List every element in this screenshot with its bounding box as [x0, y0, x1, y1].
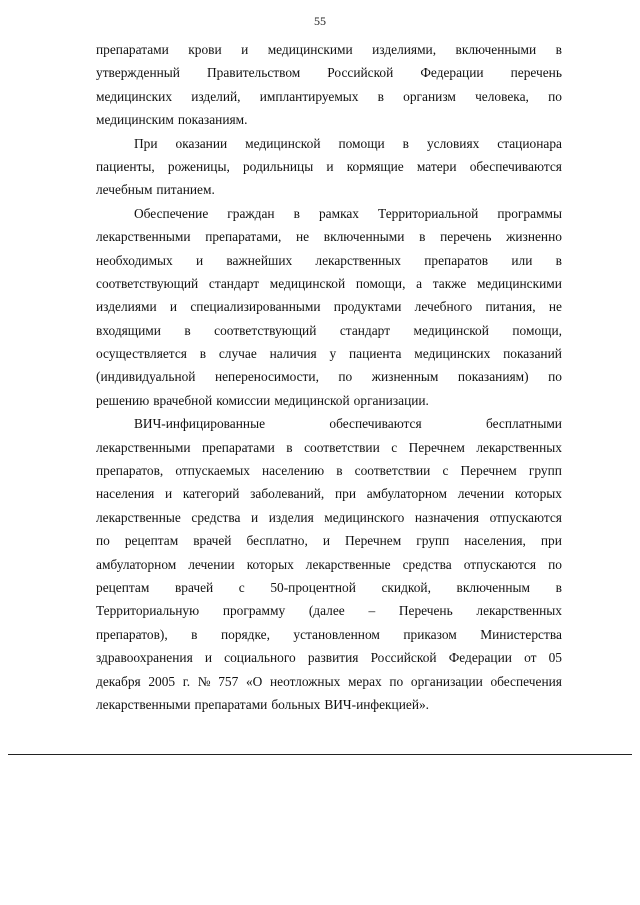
word: лекарственных	[315, 252, 401, 268]
word: мерах	[347, 673, 382, 689]
word: в	[336, 463, 343, 479]
word: наличия	[269, 346, 317, 362]
word: 50-процентной	[270, 579, 356, 595]
word: медицинской	[274, 392, 350, 408]
word: по	[548, 88, 562, 104]
word: лечебного	[414, 299, 473, 315]
word: с	[238, 579, 245, 595]
word: Федерации	[420, 65, 484, 81]
word: которых	[246, 556, 294, 572]
word: лекарственных	[476, 603, 562, 619]
word: крови	[188, 42, 222, 57]
word: препаратами,	[205, 229, 282, 245]
word: установленном	[293, 626, 380, 642]
word: утвержденный	[96, 65, 180, 81]
word: амбулаторном	[366, 486, 447, 502]
text-line	[96, 529, 562, 552]
word: отпускаемых	[175, 463, 250, 479]
word: Территориальную	[96, 603, 200, 619]
text-line	[96, 553, 562, 576]
word: в	[199, 346, 207, 362]
word: Министерства	[480, 626, 562, 642]
word: осуществляется	[96, 346, 187, 362]
word: питанием.	[156, 182, 215, 198]
word: медицинской	[269, 275, 346, 291]
word: «О	[245, 673, 263, 689]
text-line	[96, 272, 562, 295]
word: лекарственные	[305, 556, 391, 572]
word: –	[368, 603, 376, 619]
word: приказом	[403, 626, 457, 642]
text-line	[96, 85, 562, 108]
word: важнейших	[226, 252, 293, 268]
word: изделиями	[96, 299, 157, 315]
word: групп	[416, 533, 450, 549]
word: населения	[96, 486, 155, 502]
word: не	[548, 299, 562, 315]
word: рамках	[318, 205, 360, 221]
text-line	[96, 342, 562, 365]
word: показаниям.	[177, 112, 248, 128]
word: Обеспечение	[134, 205, 209, 221]
word: отпускаются	[463, 556, 537, 572]
word: неотложных	[269, 673, 341, 689]
word: в	[191, 626, 198, 642]
word: лекарственными	[96, 696, 191, 712]
word: Перечень	[398, 603, 453, 619]
word: назначения	[414, 509, 480, 525]
word: обеспечиваются	[469, 158, 562, 174]
word: медицинскими	[267, 42, 353, 57]
word: Перечнем	[408, 439, 465, 455]
word: программы	[497, 205, 562, 221]
word: 2005	[148, 673, 176, 689]
word: препаратов,	[96, 463, 164, 479]
word: перечень	[440, 229, 492, 245]
word: по	[389, 673, 404, 689]
word: жизненным	[371, 369, 439, 385]
text-line	[96, 61, 562, 84]
word: отпускаются	[489, 509, 562, 525]
word: при	[540, 533, 562, 549]
word: программу	[222, 603, 286, 619]
text-line	[96, 599, 562, 622]
word: случае	[218, 346, 257, 362]
word: организации	[410, 673, 483, 689]
word: или	[511, 252, 533, 268]
word: перечень	[510, 65, 562, 81]
word: Правительством	[206, 65, 301, 81]
text-line	[96, 365, 562, 388]
word: в	[377, 88, 384, 104]
word: бесплатно,	[246, 533, 308, 549]
text-line	[96, 436, 562, 459]
text-line	[96, 38, 562, 61]
word: организации.	[353, 392, 429, 408]
word: и	[251, 509, 259, 525]
word: комиссии	[216, 392, 271, 408]
word: имплантируемых	[259, 88, 359, 104]
word: стационара	[497, 135, 562, 151]
text-line	[96, 459, 562, 482]
word: декабря	[96, 673, 141, 689]
word: и	[204, 650, 213, 666]
word: здравоохранения	[96, 650, 193, 666]
word: в	[286, 439, 293, 455]
text-line	[96, 249, 562, 272]
word: в	[555, 579, 562, 595]
text-line	[96, 108, 562, 131]
word: порядке,	[220, 626, 270, 642]
word: и	[164, 486, 173, 502]
word: также	[432, 275, 467, 291]
text-line	[96, 693, 562, 716]
text-line	[96, 319, 562, 342]
word: соответствующий	[96, 275, 199, 291]
word: и	[326, 158, 334, 174]
word: препаратами	[202, 439, 275, 455]
word: по	[96, 533, 110, 549]
word: медицинскими	[476, 275, 562, 291]
text-line	[96, 576, 562, 599]
word: рецептам	[96, 579, 150, 595]
word: Территориальной	[378, 205, 479, 221]
word: лекарственные	[96, 509, 181, 525]
word: и	[241, 42, 249, 57]
word: групп	[528, 463, 562, 479]
word: лекарственными	[96, 439, 191, 455]
word: с	[442, 463, 449, 479]
word: населения,	[464, 533, 526, 549]
word: пациента	[348, 346, 402, 362]
word: развития	[307, 650, 359, 666]
word: больных	[271, 696, 321, 712]
text-line	[96, 178, 562, 201]
word: обеспечения	[490, 673, 562, 689]
word: Российской	[327, 65, 394, 81]
word: препаратами	[194, 696, 268, 712]
word: лечении	[188, 556, 235, 572]
word: (индивидуальной	[96, 369, 196, 385]
word: от	[524, 650, 537, 666]
word: и	[195, 252, 204, 268]
word: помощи,	[355, 275, 406, 291]
word: препаратов	[424, 252, 489, 268]
word: При	[134, 135, 158, 151]
word: изделия	[268, 509, 314, 525]
word: населению	[262, 463, 325, 479]
word: медицинских	[96, 88, 173, 104]
word: Российской	[370, 650, 437, 666]
word: изделий,	[191, 88, 241, 104]
word: стандарт	[208, 275, 260, 291]
word: ВИЧ-инфекцией».	[324, 696, 430, 712]
word: в	[293, 205, 300, 221]
word: по	[338, 369, 353, 385]
word: категорий	[182, 486, 240, 502]
word: соответствующий	[214, 322, 317, 338]
text-line	[96, 623, 562, 646]
word: соответствии	[354, 463, 431, 479]
word: медицинских	[414, 346, 491, 362]
text-line	[96, 202, 562, 225]
word: скидкой,	[381, 579, 431, 595]
body-text	[96, 38, 562, 716]
word: лекарственных	[476, 439, 562, 455]
word: медицинской	[245, 135, 321, 151]
text-line	[96, 132, 562, 155]
word: в	[555, 42, 562, 57]
word: а	[416, 275, 423, 291]
word: врачей	[174, 579, 214, 595]
word: специализированными	[190, 299, 321, 315]
text-line	[96, 155, 562, 178]
word: и	[169, 299, 178, 315]
word: 05	[548, 650, 562, 666]
word: матери	[416, 158, 457, 174]
word: №	[197, 673, 211, 689]
word: социального	[224, 650, 296, 666]
word: препаратами	[96, 42, 169, 57]
word: условиях	[426, 135, 480, 151]
word: пациенты,	[96, 158, 155, 174]
word: Перечнем	[344, 533, 402, 549]
text-line	[96, 506, 562, 529]
word: в	[184, 322, 191, 338]
word: помощи	[338, 135, 385, 151]
word: решению	[96, 392, 150, 408]
word: входящими	[96, 322, 161, 338]
word: родильницы	[242, 158, 314, 174]
word: с	[391, 439, 398, 455]
word: лекарственными	[96, 229, 191, 245]
word: оказании	[175, 135, 228, 151]
word: в	[402, 135, 409, 151]
word: средства	[191, 509, 241, 525]
word: у	[329, 346, 337, 362]
word: кормящие	[346, 158, 404, 174]
word: г.	[182, 673, 191, 689]
word: помощи,	[512, 322, 562, 338]
word: ВИЧ-инфицированные	[134, 416, 266, 432]
word: необходимых	[96, 252, 173, 268]
word: 757	[218, 673, 239, 689]
word: включенными	[455, 42, 537, 57]
word: человека,	[475, 88, 529, 104]
word: Перечнем	[460, 463, 517, 479]
word: врачей	[193, 533, 232, 549]
text-line	[96, 225, 562, 248]
word: лечении	[457, 486, 505, 502]
word: при	[334, 486, 357, 502]
word: заболеваний,	[250, 486, 325, 502]
word: средства	[402, 556, 452, 572]
word: препаратов),	[96, 626, 168, 642]
text-line	[96, 412, 562, 435]
word: в	[419, 229, 426, 245]
page-number: 55	[314, 14, 326, 28]
word: обеспечиваются	[329, 416, 422, 432]
word: медицинской	[413, 322, 489, 338]
word: рецептам	[124, 533, 179, 549]
word: Федерации	[448, 650, 512, 666]
word: (далее	[308, 603, 345, 619]
word: показаниям)	[457, 369, 529, 385]
word: изделиями,	[372, 42, 437, 57]
word: в	[555, 252, 562, 268]
word: соответствии	[304, 439, 380, 455]
word: которых	[514, 486, 562, 502]
word: стандарт	[339, 322, 391, 338]
word: включенным	[456, 579, 531, 595]
word: по	[548, 556, 562, 572]
word: лечебным	[96, 182, 153, 198]
word: амбулаторном	[96, 556, 177, 572]
text-line	[96, 295, 562, 318]
word: жизненно	[506, 229, 562, 245]
text-line	[96, 646, 562, 669]
word: и	[322, 533, 330, 549]
word: по	[548, 369, 562, 385]
footer-divider	[8, 754, 632, 755]
word: включенными	[323, 229, 405, 245]
word: организм	[403, 88, 456, 104]
word: медицинского	[324, 509, 405, 525]
text-line	[96, 482, 562, 505]
word: не	[296, 229, 310, 245]
word: роженицы,	[167, 158, 230, 174]
word: непереносимости,	[214, 369, 319, 385]
word: врачебной	[153, 392, 213, 408]
text-line	[96, 670, 562, 693]
word: медицинским	[96, 112, 174, 128]
word: граждан	[227, 205, 275, 221]
text-line	[96, 389, 562, 412]
word: показаний	[503, 346, 562, 362]
word: продуктами	[333, 299, 402, 315]
word: бесплатными	[486, 416, 562, 432]
word: питания,	[485, 299, 536, 315]
